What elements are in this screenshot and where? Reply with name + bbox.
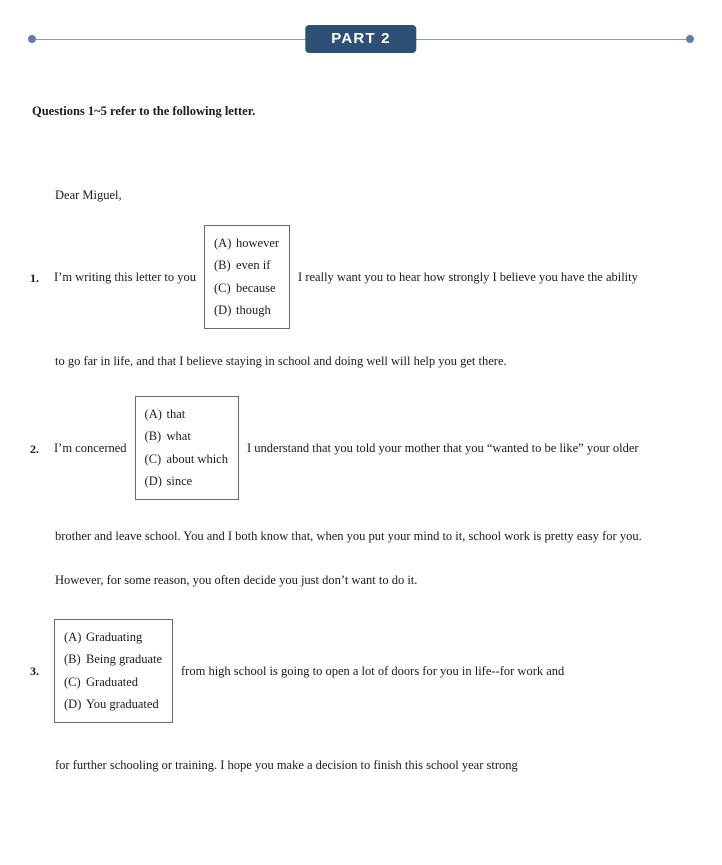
choice-option[interactable] <box>214 299 279 321</box>
question-3-text-after: from high school is going to open a lot of doors for you in life--for work and <box>181 663 565 678</box>
letter-paragraph-4: for further schooling or training. I hope you make a decision to finish this school year strong <box>55 758 518 772</box>
choice-text: that <box>166 407 186 421</box>
choice-letter: (A) <box>64 630 82 644</box>
choice-text: Being graduate <box>86 652 163 667</box>
choice-letter: (B) <box>64 652 81 667</box>
question-1-text-before: I’m writing this letter to you <box>54 269 196 284</box>
choice-letter: (C) <box>144 451 162 466</box>
choice-option[interactable] <box>64 693 162 715</box>
question-row-1 <box>30 225 692 329</box>
choice-letter: (A) <box>214 236 232 250</box>
question-number-2: 2. <box>30 441 39 456</box>
part-badge: PART 2 <box>305 25 416 53</box>
choice-text: though <box>236 302 271 317</box>
question-number-3: 3. <box>30 663 39 678</box>
choice-letter: (C) <box>64 674 81 689</box>
question-3-choice-box <box>54 619 173 723</box>
choice-text: You graduated <box>86 696 159 711</box>
question-row-3 <box>30 619 692 723</box>
choice-text: even if <box>236 258 271 273</box>
letter-paragraph-1: to go far in life, and that I believe staying in school and doing well will help you get there. <box>55 354 507 368</box>
choice-option[interactable] <box>64 626 162 648</box>
choice-letter: (B) <box>214 258 231 273</box>
choice-option[interactable] <box>145 448 228 470</box>
choice-option[interactable] <box>64 671 162 693</box>
question-2-text-before: I’m concerned <box>54 440 127 455</box>
choice-option[interactable] <box>214 254 279 276</box>
letter-paragraph-3: However, for some reason, you often decide you just don’t want to do it. <box>55 573 418 587</box>
choice-letter: (D) <box>144 473 162 488</box>
choice-text: what <box>166 429 191 444</box>
choice-text: about which <box>166 451 228 466</box>
choice-text: Graduating <box>86 630 143 644</box>
choice-option[interactable] <box>214 277 279 299</box>
question-1-text-after: I really want you to hear how strongly I believe you have the ability <box>298 269 638 284</box>
header-dot-left-icon <box>28 35 36 43</box>
choice-text: however <box>236 236 280 250</box>
question-row-2 <box>30 396 692 500</box>
choice-letter: (D) <box>64 696 82 711</box>
choice-option[interactable] <box>214 232 279 254</box>
choice-letter: (D) <box>214 302 232 317</box>
header-dot-right-icon <box>686 35 694 43</box>
choice-letter: (A) <box>144 407 162 421</box>
choice-text: since <box>166 473 193 488</box>
question-number-1: 1. <box>30 270 39 285</box>
instruction-text: Questions 1~5 refer to the following letter. <box>32 104 256 118</box>
choice-option[interactable] <box>145 403 228 425</box>
letter-salutation: Dear Miguel, <box>55 188 122 202</box>
choice-letter: (C) <box>214 280 231 295</box>
choice-letter: (B) <box>144 429 162 444</box>
page-header <box>0 0 722 66</box>
choice-option[interactable] <box>64 648 162 670</box>
choice-text: Graduated <box>86 674 139 689</box>
worksheet-body <box>0 104 722 773</box>
choice-option[interactable] <box>145 470 228 492</box>
letter-paragraph-2: brother and leave school. You and I both know that, when you put your mind to it, school work is pretty easy for you. <box>55 529 642 543</box>
choice-text: because <box>236 280 276 295</box>
question-2-text-after: I understand that you told your mother that you “wanted to be like” your older <box>246 440 639 455</box>
question-1-choice-box <box>204 225 290 329</box>
choice-option[interactable] <box>145 425 228 447</box>
question-2-choice-box <box>135 396 239 500</box>
